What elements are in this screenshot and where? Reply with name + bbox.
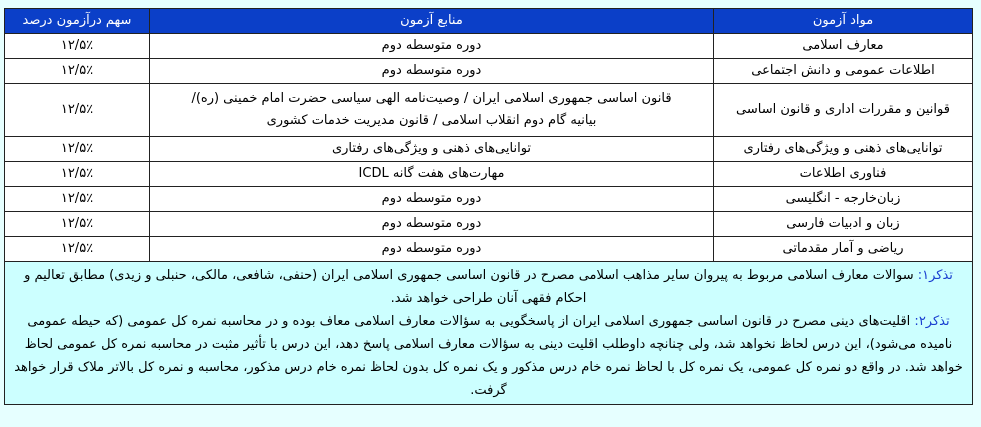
header-subject: مواد آزمون — [714, 9, 973, 34]
subject-cell: توانایی‌های ذهنی و ویژگی‌های رفتاری — [714, 137, 973, 162]
note-2 — [11, 310, 966, 402]
source-cell: دوره متوسطه دوم — [150, 34, 714, 59]
subject-cell: معارف اسلامی — [714, 34, 973, 59]
note-1 — [11, 264, 966, 310]
subject-cell: فناوری اطلاعات — [714, 162, 973, 187]
header-share: سهم درآزمون درصد — [5, 9, 150, 34]
share-cell: ۱۲/۵٪ — [5, 34, 150, 59]
share-cell: ۱۲/۵٪ — [5, 187, 150, 212]
share-cell: ۱۲/۵٪ — [5, 137, 150, 162]
share-cell: ۱۲/۵٪ — [5, 212, 150, 237]
source-cell: دوره متوسطه دوم — [150, 212, 714, 237]
note-text: اقلیت‌های دینی مصرح در قانون اساسی جمهوری اسلامی ایران از پاسخگویی به سؤالات معارف اسلامی معاف بوده و در محاسبه نمره کل عمومی (که حیطه عمومی نامیده می‌شود)، این درس لحاظ نخواهد شد، ولی چنانچه داوطلب اقلیت دینی به سؤالات معارف اسلامی پاسخ دهد، این درس با تأثیر مثبت در محاسبه نمره کل عمومی لحاظ خواهد شد. در واقع دو نمره کل عمومی، یک نمره کل با لحاظ نمره خام درس مذکور و یک نمره کل بدون لحاظ نمره خام درس مذکور، محاسبه و نمره کل بالاتر ملاک قرار خواهد گرفت. — [14, 314, 963, 398]
notes-row — [5, 262, 973, 405]
exam-subjects-table — [4, 8, 973, 405]
table-row — [5, 59, 973, 84]
subject-cell: قوانین و مقررات اداری و قانون اساسی — [714, 84, 973, 137]
exam-table-container — [4, 8, 973, 405]
source-cell: دوره متوسطه دوم — [150, 237, 714, 262]
source-cell: دوره متوسطه دوم — [150, 187, 714, 212]
table-row — [5, 34, 973, 59]
table-row — [5, 212, 973, 237]
source-cell: قانون اساسی جمهوری اسلامی ایران / وصیت‌نامه الهی سیاسی حضرت امام خمینی (ره)/ بیانیه گام دوم انقلاب اسلامی / قانون مدیریت خدمات کشوری — [150, 84, 714, 137]
share-cell: ۱۲/۵٪ — [5, 84, 150, 137]
table-row — [5, 137, 973, 162]
table-row — [5, 187, 973, 212]
subject-cell: ریاضی و آمار مقدماتی — [714, 237, 973, 262]
share-cell: ۱۲/۵٪ — [5, 162, 150, 187]
table-row — [5, 84, 973, 137]
note-label: تذکر۱: — [917, 268, 953, 283]
source-cell: مهارت‌های هفت گانه ICDL — [150, 162, 714, 187]
subject-cell: زبان‌خارجه - انگلیسی — [714, 187, 973, 212]
subject-cell: زبان و ادبیات فارسی — [714, 212, 973, 237]
note-text: سوالات معارف اسلامی مربوط به پیروان سایر مذاهب اسلامی مصرح در قانون اساسی جمهوری اسلامی ایران (حنفی، شافعی، مالکی، حنبلی و زیدی) مطابق تعالیم و احکام فقهی آنان طراحی خواهد شد. — [24, 268, 918, 306]
subject-cell: اطلاعات عمومی و دانش اجتماعی — [714, 59, 973, 84]
note-label: تذکر۲: — [914, 314, 950, 329]
table-row — [5, 162, 973, 187]
header-source: منابع آزمون — [150, 9, 714, 34]
source-cell: دوره متوسطه دوم — [150, 59, 714, 84]
share-cell: ۱۲/۵٪ — [5, 59, 150, 84]
share-cell: ۱۲/۵٪ — [5, 237, 150, 262]
notes-cell — [5, 262, 973, 405]
table-header-row — [5, 9, 973, 34]
table-row — [5, 237, 973, 262]
source-cell: توانایی‌های ذهنی و ویژگی‌های رفتاری — [150, 137, 714, 162]
